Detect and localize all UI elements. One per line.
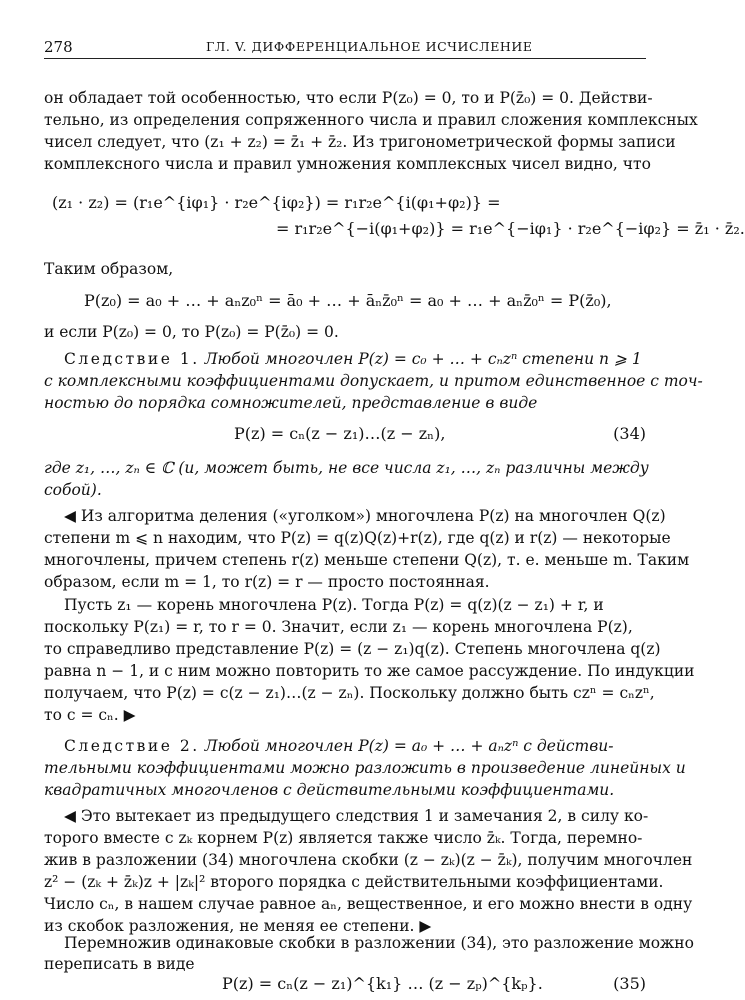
text-line: z² − (zₖ + z̄ₖ)z + |zₖ|² второго порядка с действительными коэффициентами. (44, 873, 664, 891)
corollary-2 (64, 736, 646, 756)
text-line: образом, если m = 1, то r(z) = r — просто постоянная. (44, 573, 490, 591)
text-line: из скобок разложения, не меняя ее степени. ▶ (44, 917, 432, 935)
text-line: торого вместе с zₖ корнем P(z) является также число z̄ₖ. Тогда, перемно- (44, 829, 643, 847)
equation-conjugate-product: (z₁ · z₂) = (r₁e^{iφ₁} · r₂e^{iφ₂}) = r₁r₂e^{i(φ₁+φ₂)} = (52, 193, 501, 212)
text-line: поскольку P(z₁) = r, то r = 0. Значит, если z₁ — корень многочлена P(z), (44, 618, 633, 636)
equation-34: P(z) = cₙ(z − z₁)…(z − zₙ), (234, 424, 446, 443)
text-line: то справедливо представление P(z) = (z − z₁)q(z). Степень многочлена q(z) (44, 640, 661, 658)
text-line: ◀ Это вытекает из предыдущего следствия 1 и замечания 2, в силу ко- (64, 807, 649, 825)
corollary-1-text: Любой многочлен P(z) = c₀ + … + cₙzⁿ степени n ⩾ 1 (204, 350, 642, 368)
text-line: собой). (44, 481, 102, 499)
equation-conjugate-product-cont: = r₁r₂e^{−i(φ₁+φ₂)} = r₁e^{−iφ₁} · r₂e^{−iφ₂} = z̄₁ · z̄₂. (276, 219, 745, 238)
text-line: тельно, из определения сопряженного числа и правил сложения комплексных (44, 111, 698, 129)
text-line: многочлены, причем степень r(z) меньше степени Q(z), т. е. меньше m. Таким (44, 551, 690, 569)
text-line: с комплексными коэффициентами допускает, и притом единственное с точ- (44, 372, 703, 390)
corollary-1-heading: Следствие 1. (64, 350, 200, 368)
corollary-1 (64, 349, 646, 369)
header-rule (44, 58, 646, 59)
text-line: он обладает той особенностью, что если P(z₀) = 0, то и P(z̄₀) = 0. Действи- (44, 89, 653, 107)
equation-polynomial-conjugate: P(z₀) = a₀ + … + aₙz₀ⁿ = ā₀ + … + āₙz̄₀ⁿ = a₀ + … + aₙz̄₀ⁿ = P(z̄₀), (84, 291, 612, 310)
text-line: получаем, что P(z) = c(z − z₁)…(z − zₙ). Поскольку должно быть czⁿ = cₙzⁿ, (44, 684, 655, 702)
text-line: чисел следует, что (z₁ + z₂) = z̄₁ + z̄₂. Из тригонометрической формы записи (44, 133, 676, 151)
text-line: переписать в виде (44, 955, 195, 973)
corollary-2-heading: Следствие 2. (64, 737, 200, 755)
text-line: Перемножив одинаковые скобки в разложении (34), это разложение можно (64, 934, 694, 952)
equation-number-34: (34) (613, 424, 646, 443)
text-line: жив в разложении (34) многочлена скобки (z − zₖ)(z − z̄ₖ), получим многочлен (44, 851, 693, 869)
text-line: комплексного числа и правил умножения комплексных чисел видно, что (44, 155, 651, 173)
text-line: и если P(z₀) = 0, то P(z₀) = P(z̄₀) = 0. (44, 323, 339, 341)
text-line: то c = cₙ. ▶ (44, 706, 136, 724)
equation-number-35: (35) (613, 974, 646, 993)
page-number: 278 (44, 38, 73, 56)
text-line: степени m ⩽ n находим, что P(z) = q(z)Q(z)+r(z), где q(z) и r(z) — некоторые (44, 529, 671, 547)
text-line: ностью до порядка сомножителей, представление в виде (44, 394, 538, 412)
page-header (44, 34, 646, 58)
corollary-2-text: Любой многочлен P(z) = a₀ + … + aₙzⁿ с действи- (204, 737, 614, 755)
text-line: Число cₙ, в нашем случае равное aₙ, вещественное, и его можно внести в одну (44, 895, 693, 913)
text-line: квадратичных многочленов с действительными коэффициентами. (44, 781, 615, 799)
text-line: тельными коэффициентами можно разложить в произведение линейных и (44, 759, 686, 777)
text-line: ◀ Из алгоритма деления («уголком») многочлена P(z) на многочлен Q(z) (64, 507, 666, 525)
text-line: Таким образом, (44, 260, 174, 278)
text-line: равна n − 1, и с ним можно повторить то же самое рассуждение. По индукции (44, 662, 695, 680)
equation-35: P(z) = cₙ(z − z₁)^{k₁} … (z − zₚ)^{kₚ}. (222, 974, 543, 993)
running-title: ГЛ. V. ДИФФЕРЕНЦИАЛЬНОЕ ИСЧИСЛЕНИЕ (206, 39, 533, 54)
text-line: Пусть z₁ — корень многочлена P(z). Тогда P(z) = q(z)(z − z₁) + r, и (64, 596, 604, 614)
text-line: где z₁, …, zₙ ∈ ℂ (и, может быть, не все числа z₁, …, zₙ различны между (44, 459, 649, 477)
